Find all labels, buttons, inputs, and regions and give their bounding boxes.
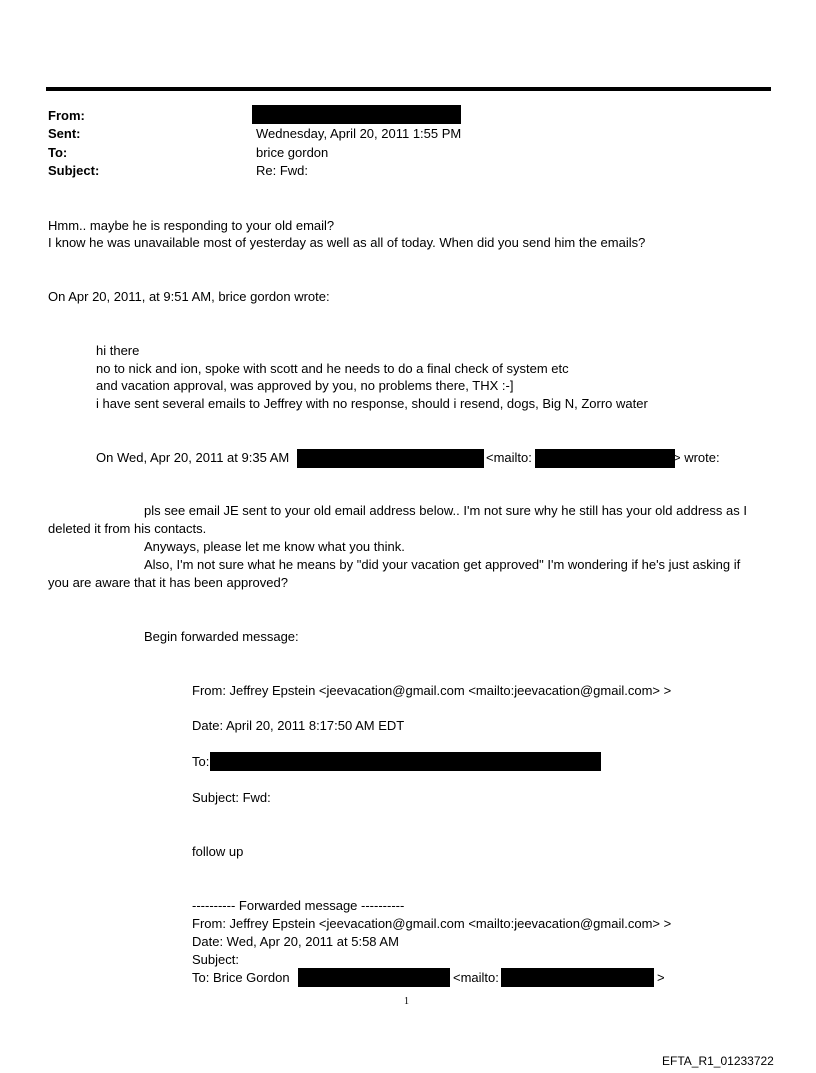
redaction-forwarded-to (210, 752, 601, 771)
forwarded-2-from: From: Jeffrey Epstein <jeevacation@gmail.com <mailto:jeevacation@gmail.com> > (192, 916, 672, 931)
forwarded-from: From: Jeffrey Epstein <jeevacation@gmail.com <mailto:jeevacation@gmail.com> > (192, 683, 672, 698)
page-number: 1 (404, 996, 409, 1007)
from-label: From: (48, 108, 85, 123)
forwarded-2-to-suffix: > (657, 970, 665, 985)
redaction-sender-email (535, 449, 675, 468)
redaction-from (252, 105, 461, 124)
para-3-line-2: you are aware that it has been approved? (48, 575, 288, 590)
to-value: brice gordon (256, 145, 329, 160)
brice-line-4: i have sent several emails to Jeffrey with no response, should i resend, dogs, Big N, Zorro water (96, 396, 648, 411)
para-3-line-1: Also, I'm not sure what he means by "did your vacation get approved" I'm wondering if he's just asking if (144, 557, 741, 572)
header-rule (46, 87, 771, 91)
brice-line-1: hi there (96, 343, 140, 358)
quote-attribution-2-suffix: > wrote: (673, 450, 720, 465)
brice-line-2: no to nick and ion, spoke with scott and he needs to do a final check of system etc (96, 361, 569, 376)
para-1-line-2: deleted it from his contacts. (48, 521, 207, 536)
subject-label: Subject: (48, 163, 100, 178)
forwarded-to: To: (192, 754, 210, 769)
para-2: Anyways, please let me know what you think. (144, 539, 405, 554)
forwarded-2-subject: Subject: (192, 952, 239, 967)
follow-up: follow up (192, 844, 244, 859)
forwarded-divider: ---------- Forwarded message ---------- (192, 898, 405, 913)
document-id: EFTA_R1_01233722 (662, 1054, 774, 1068)
to-label: To: (48, 145, 68, 160)
sent-value: Wednesday, April 20, 2011 1:55 PM (256, 126, 462, 141)
subject-value: Re: Fwd: (256, 163, 309, 178)
forwarded-2-to-mailto: <mailto: (453, 970, 499, 985)
quote-attribution-2-mailto: <mailto: (486, 450, 532, 465)
sent-label: Sent: (48, 126, 81, 141)
redaction-brice-name (298, 968, 450, 987)
quote-attribution-1: On Apr 20, 2011, at 9:51 AM, brice gordon wrote: (48, 289, 330, 304)
reply-line-2: I know he was unavailable most of yesterday as well as all of today. When did you send him the emails? (48, 235, 646, 250)
redaction-sender-name (297, 449, 484, 468)
redaction-brice-email (501, 968, 654, 987)
brice-line-3: and vacation approval, was approved by you, no problems there, THX :-] (96, 378, 514, 393)
forwarded-2-date: Date: Wed, Apr 20, 2011 at 5:58 AM (192, 934, 399, 949)
para-1-line-1: pls see email JE sent to your old email address below.. I'm not sure why he still has your old address as I (144, 503, 747, 518)
forwarded-date: Date: April 20, 2011 8:17:50 AM EDT (192, 718, 405, 733)
reply-line-1: Hmm.. maybe he is responding to your old email? (48, 218, 335, 233)
forwarded-subject: Subject: Fwd: (192, 790, 271, 805)
forwarded-2-to-prefix: To: Brice Gordon (192, 970, 290, 985)
quote-attribution-2-prefix: On Wed, Apr 20, 2011 at 9:35 AM (96, 450, 290, 465)
begin-forwarded: Begin forwarded message: (144, 629, 299, 644)
